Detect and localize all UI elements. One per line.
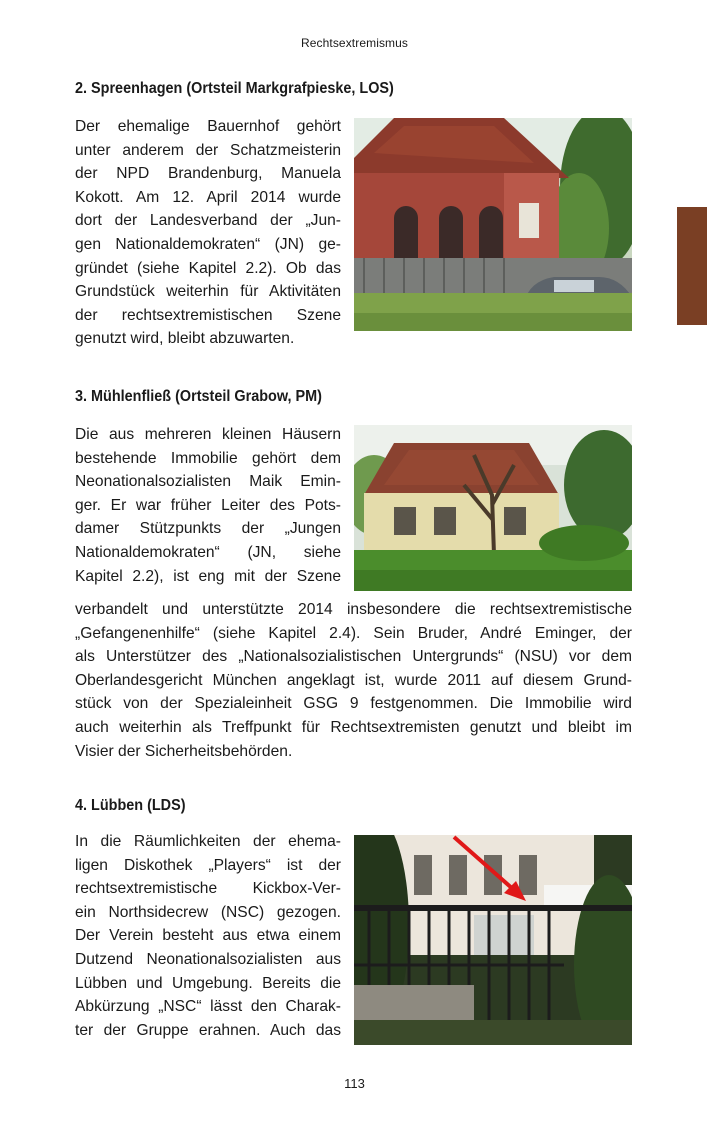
text-line: als Unterstützer des „Nationalsozialistischen Untergrunds“ (NSU) vor dem	[75, 648, 632, 666]
text-line: Die aus mehreren kleinen Häusern	[75, 426, 341, 443]
text-line: verbandelt und unterstützte 2014 insbesondere die rechtsextremistische	[75, 601, 632, 618]
text-line: ger. Er war früher Leiter des Pots-	[75, 496, 341, 514]
text-line: ligen Diskothek „Players“ ist der	[75, 856, 341, 874]
page-number: 113	[344, 1076, 365, 1091]
text-line: Grundstück weiterhin für Aktivitäten	[75, 283, 341, 301]
text-line: gen Nationaldemokraten“ (JN) ge-	[75, 235, 341, 253]
text-line: Dutzend Neonationalsozialisten aus	[75, 950, 341, 968]
text-line: Oberlandesgericht München angeklagt ist, wurde 2011 auf diesem Grund-	[75, 671, 632, 689]
text-line: rechtsextremistische Kickbox-Ver-	[75, 880, 341, 898]
cottage-photo	[354, 425, 632, 591]
text-line: auch weiterhin als Treffpunkt für Rechtsextremisten genutzt und bleibt im	[75, 718, 632, 736]
text-line: Neonationalsozialisten Maik Emin-	[75, 473, 341, 491]
text-line: Nationaldemokraten“ (JN, siehe	[75, 543, 341, 561]
text-line: damer Stützpunkts der „Jungen	[75, 520, 341, 538]
text-line: der NPD Brandenburg, Manuela	[75, 165, 341, 183]
text-line: Abkürzung „NSC“ lässt den Charak-	[75, 998, 341, 1016]
farmhouse-photo	[354, 118, 632, 331]
section-text-muehlenfliess-full	[75, 598, 632, 763]
text-line: Kapitel 2.2), ist eng mit der Szene	[75, 567, 341, 585]
text-line: In die Räumlichkeiten der ehema-	[75, 833, 341, 850]
text-line: ter der Gruppe erahnen. Auch das	[75, 1021, 341, 1039]
section-text-muehlenfliess-wrapped	[75, 423, 341, 588]
text-line: bestehende Immobilie gehört dem	[75, 449, 341, 467]
section-heading-luebben: 4. Lübben (LDS)	[75, 797, 186, 814]
text-line: Der Verein besteht aus etwa einem	[75, 927, 341, 945]
text-line: gründet (siehe Kapitel 2.2). Ob das	[75, 259, 341, 277]
text-line: „Gefangenenhilfe“ (siehe Kapitel 2.4). Sein Bruder, André Eminger, der	[75, 624, 632, 642]
section-heading-spreenhagen: 2. Spreenhagen (Ortsteil Markgrafpieske, LOS)	[75, 80, 394, 97]
text-line: stück von der Spezialeinheit GSG 9 festgenommen. Die Immobilie wird	[75, 695, 632, 713]
text-line: genutzt wird, bleibt abzuwarten.	[75, 330, 295, 348]
text-line: dort der Landesverband der „Jun-	[75, 212, 341, 230]
gate-building-photo	[354, 835, 632, 1045]
text-line: Kokott. Am 12. April 2014 wurde	[75, 188, 341, 206]
section-text-spreenhagen	[75, 115, 341, 351]
text-line: Lübben und Umgebung. Bereits die	[75, 974, 341, 992]
text-line: unter anderem der Schatzmeisterin	[75, 141, 341, 159]
section-heading-muehlenfliess: 3. Mühlenfließ (Ortsteil Grabow, PM)	[75, 388, 322, 405]
text-line: der rechtsextremistischen Szene	[75, 306, 341, 324]
text-line: Der ehemalige Bauernhof gehört	[75, 118, 341, 135]
section-text-luebben	[75, 830, 341, 1042]
running-title: Rechtsextremismus	[300, 36, 409, 50]
chapter-tab-marker	[677, 207, 707, 325]
text-line: Visier der Sicherheitsbehörden.	[75, 742, 293, 760]
text-line: ein Northsidecrew (NSC) gezogen.	[75, 903, 341, 921]
